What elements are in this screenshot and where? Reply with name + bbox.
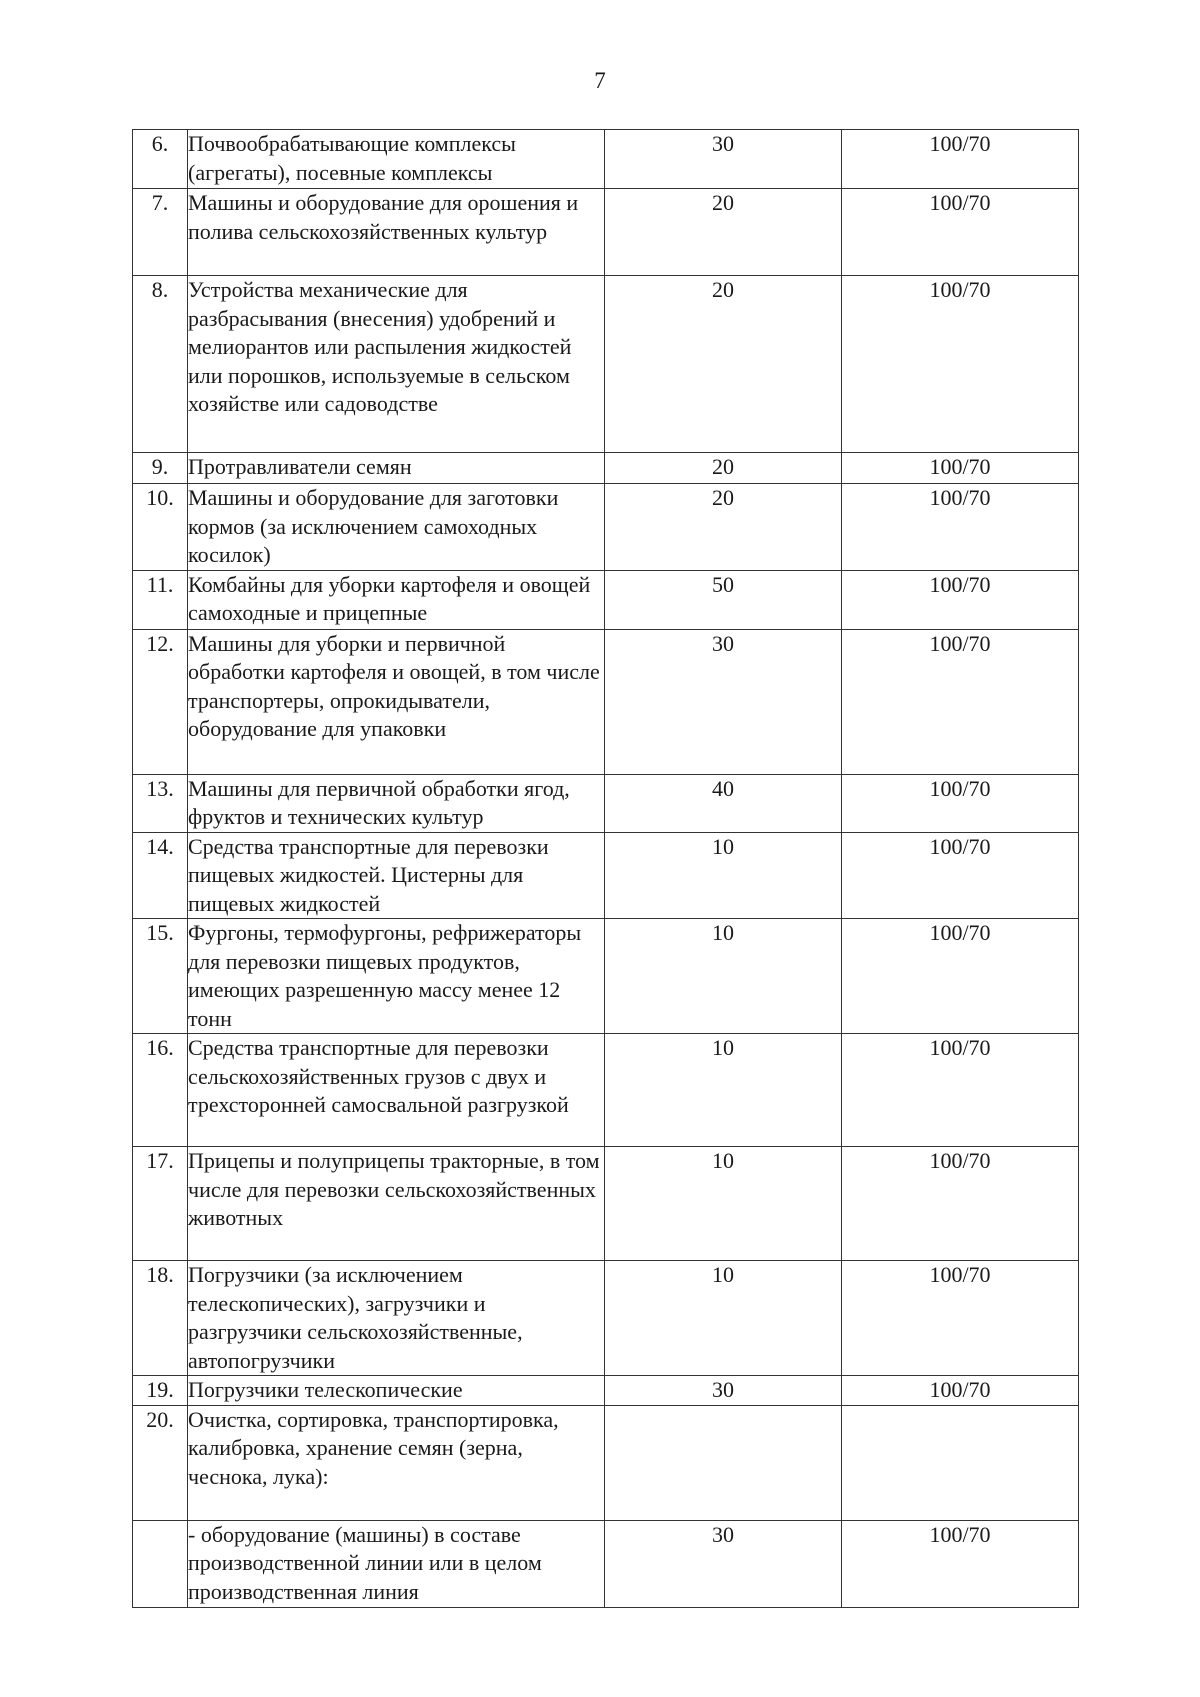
row-name: Машины для уборки и первичной обработки картофеля и овощей, в том числе транспортеры, опрокидыватели, оборудование для упаковки — [188, 629, 605, 774]
row-number: 8. — [133, 276, 188, 453]
row-number: 7. — [133, 189, 188, 276]
table-row — [133, 189, 1079, 276]
row-name: Прицепы и полуприцепы тракторные, в том числе для перевозки сельскохозяйственных животных — [188, 1147, 605, 1261]
table-row — [133, 1520, 1079, 1607]
table-row — [133, 919, 1079, 1034]
row-name: Машины для первичной обработки ягод, фруктов и технических культур — [188, 774, 605, 832]
row-value: 30 — [605, 1376, 842, 1406]
row-value: 20 — [605, 276, 842, 453]
equipment-table — [132, 129, 1079, 1608]
row-number: 6. — [133, 130, 188, 189]
row-number — [133, 1520, 188, 1607]
row-ratio: 100/70 — [842, 629, 1079, 774]
table-row — [133, 1405, 1079, 1520]
row-value — [605, 1405, 842, 1520]
row-number: 16. — [133, 1034, 188, 1147]
row-value: 20 — [605, 189, 842, 276]
table-row — [133, 1261, 1079, 1376]
row-ratio: 100/70 — [842, 1520, 1079, 1607]
table-row — [133, 774, 1079, 832]
table-row — [133, 570, 1079, 629]
row-name: Устройства механические для разбрасывания (внесения) удобрений и мелиорантов или распыления жидкостей или порошков, используемые в сельском хозяйстве или садоводстве — [188, 276, 605, 453]
row-ratio: 100/70 — [842, 1147, 1079, 1261]
row-number: 11. — [133, 570, 188, 629]
row-value: 30 — [605, 629, 842, 774]
row-ratio: 100/70 — [842, 453, 1079, 484]
table-row — [133, 832, 1079, 919]
row-value: 20 — [605, 453, 842, 484]
row-name: Средства транспортные для перевозки сельскохозяйственных грузов с двух и трехсторонней самосвальной разгрузкой — [188, 1034, 605, 1147]
table-row — [133, 629, 1079, 774]
row-number: 17. — [133, 1147, 188, 1261]
table-row — [133, 130, 1079, 189]
row-ratio: 100/70 — [842, 1261, 1079, 1376]
row-name: Машины и оборудование для орошения и полива сельскохозяйственных культур — [188, 189, 605, 276]
row-name: Фургоны, термофургоны, рефрижераторы для перевозки пищевых продуктов, имеющих разрешенную массу менее 12 тонн — [188, 919, 605, 1034]
row-number: 15. — [133, 919, 188, 1034]
row-value: 50 — [605, 570, 842, 629]
row-name: Комбайны для уборки картофеля и овощей самоходные и прицепные — [188, 570, 605, 629]
row-value: 10 — [605, 1261, 842, 1376]
row-number: 14. — [133, 832, 188, 919]
table-row — [133, 484, 1079, 571]
row-value: 10 — [605, 832, 842, 919]
row-number: 18. — [133, 1261, 188, 1376]
row-value: 10 — [605, 919, 842, 1034]
row-ratio: 100/70 — [842, 570, 1079, 629]
row-value: 40 — [605, 774, 842, 832]
row-name: Средства транспортные для перевозки пищевых жидкостей. Цистерны для пищевых жидкостей — [188, 832, 605, 919]
row-name: Погрузчики (за исключением телескопических), загрузчики и разгрузчики сельскохозяйственные, автопогрузчики — [188, 1261, 605, 1376]
row-name: Очистка, сортировка, транспортировка, калибровка, хранение семян (зерна, чеснока, лука): — [188, 1405, 605, 1520]
row-ratio: 100/70 — [842, 130, 1079, 189]
row-value: 10 — [605, 1147, 842, 1261]
row-number: 9. — [133, 453, 188, 484]
row-ratio: 100/70 — [842, 832, 1079, 919]
row-name: Почвообрабатывающие комплексы (агрегаты), посевные комплексы — [188, 130, 605, 189]
row-ratio: 100/70 — [842, 1376, 1079, 1406]
row-value: 10 — [605, 1034, 842, 1147]
row-number: 13. — [133, 774, 188, 832]
row-number: 20. — [133, 1405, 188, 1520]
row-value: 20 — [605, 484, 842, 571]
row-name: Протравливатели семян — [188, 453, 605, 484]
row-ratio: 100/70 — [842, 189, 1079, 276]
page-number: 7 — [594, 68, 606, 93]
row-number: 19. — [133, 1376, 188, 1406]
table-row — [133, 276, 1079, 453]
row-name: - оборудование (машины) в составе производственной линии или в целом производственная линия — [188, 1520, 605, 1607]
row-value: 30 — [605, 1520, 842, 1607]
row-ratio: 100/70 — [842, 919, 1079, 1034]
row-ratio: 100/70 — [842, 1034, 1079, 1147]
row-value: 30 — [605, 130, 842, 189]
table-row — [133, 1147, 1079, 1261]
row-number: 10. — [133, 484, 188, 571]
table-row — [133, 1034, 1079, 1147]
table-row — [133, 1376, 1079, 1406]
row-number: 12. — [133, 629, 188, 774]
table-row — [133, 453, 1079, 484]
row-name: Машины и оборудование для заготовки кормов (за исключением самоходных косилок) — [188, 484, 605, 571]
row-ratio — [842, 1405, 1079, 1520]
row-ratio: 100/70 — [842, 276, 1079, 453]
row-ratio: 100/70 — [842, 774, 1079, 832]
row-name: Погрузчики телескопические — [188, 1376, 605, 1406]
row-ratio: 100/70 — [842, 484, 1079, 571]
